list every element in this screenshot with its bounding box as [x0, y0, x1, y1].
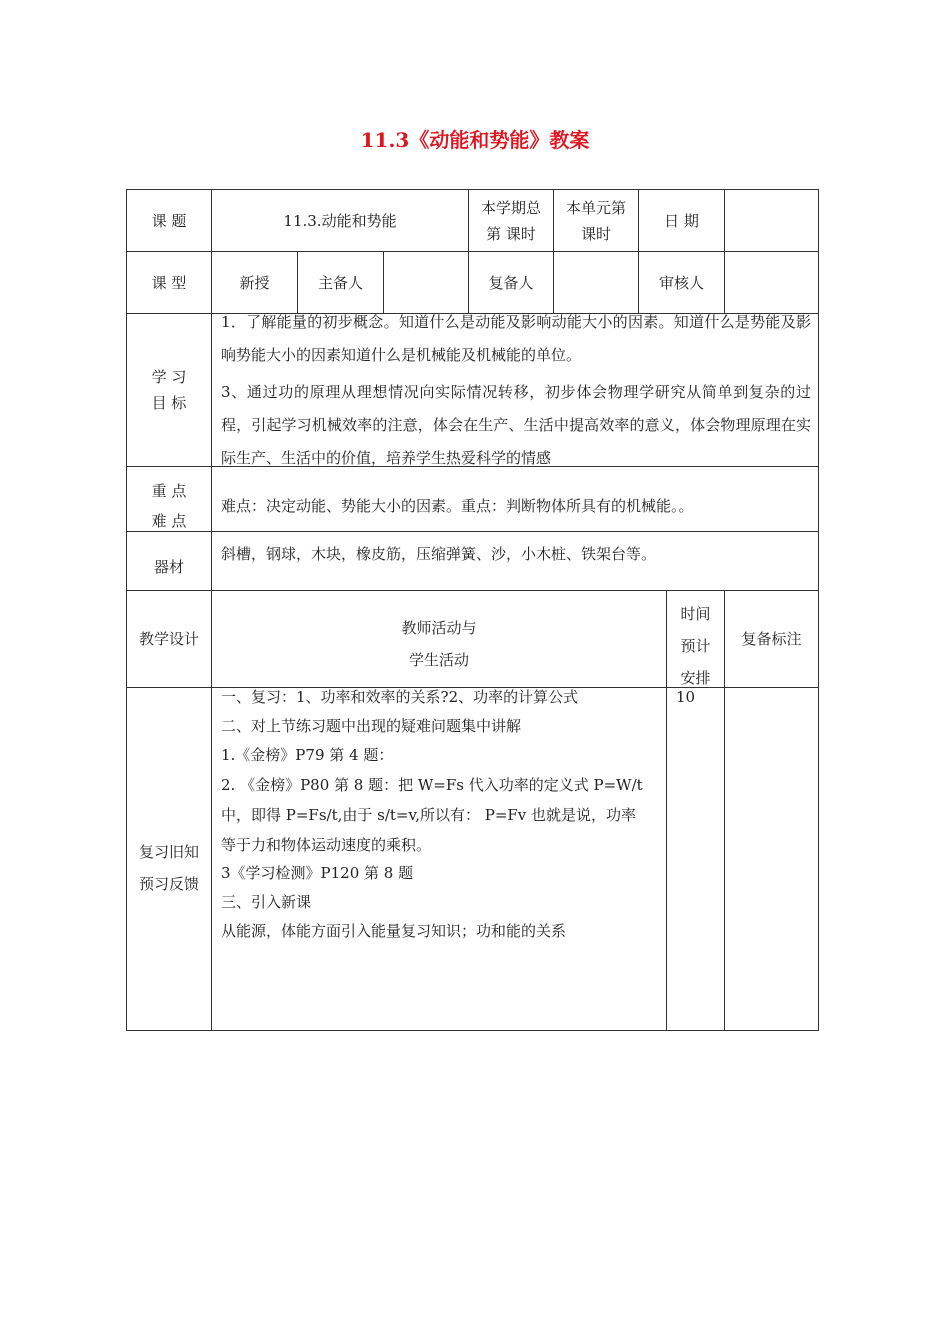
review-line: 二、对上节练习题中出现的疑难问题集中讲解: [221, 717, 522, 735]
semester-label-line1: 本学期总: [480, 198, 541, 217]
key-label-line2: 难 点: [151, 512, 187, 530]
review-line: 1.《金榜》P79 第 4 题：: [221, 746, 394, 764]
activity-header: [212, 612, 666, 676]
semester-lesson-label: [469, 190, 553, 251]
key-points-label: [127, 467, 211, 531]
review-line: 一、复习：1、功率和效率的关系?2、功率的计算公式: [221, 688, 579, 706]
type-label: 课 型: [151, 273, 187, 292]
review-line: 3《学习检测》P120 第 8 题: [221, 864, 414, 882]
activity-header-line2: 学生活动: [408, 651, 469, 669]
time-header-line3: 安排: [680, 669, 711, 687]
semester-label-line2: 第 课时: [486, 224, 536, 243]
preparer-label: 主备人: [317, 273, 363, 292]
activity-header-line1: 教师活动与: [401, 619, 477, 637]
document-title: 11.3《动能和势能》教案: [360, 128, 590, 152]
reviewer-value: [725, 252, 818, 313]
review-label-line1: 复习旧知: [138, 843, 199, 861]
review-line: 等于力和物体运动速度的乘积。: [221, 836, 432, 854]
goals-label-line2: 目 标: [151, 394, 187, 412]
unit-label-line2: 课时: [580, 224, 611, 243]
date-value: [725, 190, 818, 251]
key-points-text: 难点：决定动能、势能大小的因素。重点：判断物体所具有的机械能。。: [221, 497, 694, 515]
co-preparer-value: [554, 252, 638, 313]
type-value: 新授: [239, 273, 270, 292]
equipment-text: 斜槽，钢球，木块，橡皮筋，压缩弹簧、沙，小木桩、铁架台等。: [221, 545, 657, 563]
preparer-value: [384, 252, 468, 313]
review-line: 三、引入新课: [221, 893, 312, 911]
design-label: 教学设计: [138, 630, 199, 648]
reviewer-label: 审核人: [658, 273, 704, 292]
goal-1-text: 1．了解能量的初步概念。知道什么是动能及影响动能大小的因素。知道什么是势能及影响势能大小的因素知道什么是机械能及机械能的单位。: [221, 313, 811, 364]
unit-lesson-label: [554, 190, 638, 251]
goals-label: [127, 314, 211, 466]
key-label-line1: 重 点: [151, 482, 187, 500]
co-preparer-label: 复备人: [488, 273, 534, 292]
review-label-line2: 预习反馈: [138, 875, 199, 893]
time-header-line2: 预计: [680, 637, 711, 655]
note-header: 复备标注: [741, 630, 802, 648]
review-label: [127, 836, 211, 900]
topic-value: 11.3.动能和势能: [283, 211, 397, 230]
review-line: 中，即得 P=Fs/t,由于 s/t=v,所以有： P=Fv 也就是说，功率: [221, 806, 637, 824]
review-line: 2. 《金榜》P80 第 8 题：把 W=Fs 代入功率的定义式 P=W/t: [221, 776, 643, 794]
review-time: 10: [676, 688, 696, 706]
unit-label-line1: 本单元第: [565, 198, 626, 217]
equipment-label: 器材: [153, 558, 184, 576]
time-header: [667, 598, 724, 694]
goal-3-text: 3、通过功的原理从理想情况向实际情况转移，初步体会物理学研究从简单到复杂的过程，引起学习机械效率的注意，体会在生产、生活中提高效率的意义，体会物理原理在实际生产、生活中的价值，培养学生热爱科学的情感: [221, 383, 811, 467]
review-line: 从能源，体能方面引入能量复习知识；功和能的关系: [221, 922, 567, 940]
goals-label-line1: 学 习: [151, 368, 187, 386]
topic-label: 课 题: [151, 211, 187, 230]
time-header-line1: 时间: [680, 605, 711, 623]
date-label: 日 期: [664, 211, 699, 230]
